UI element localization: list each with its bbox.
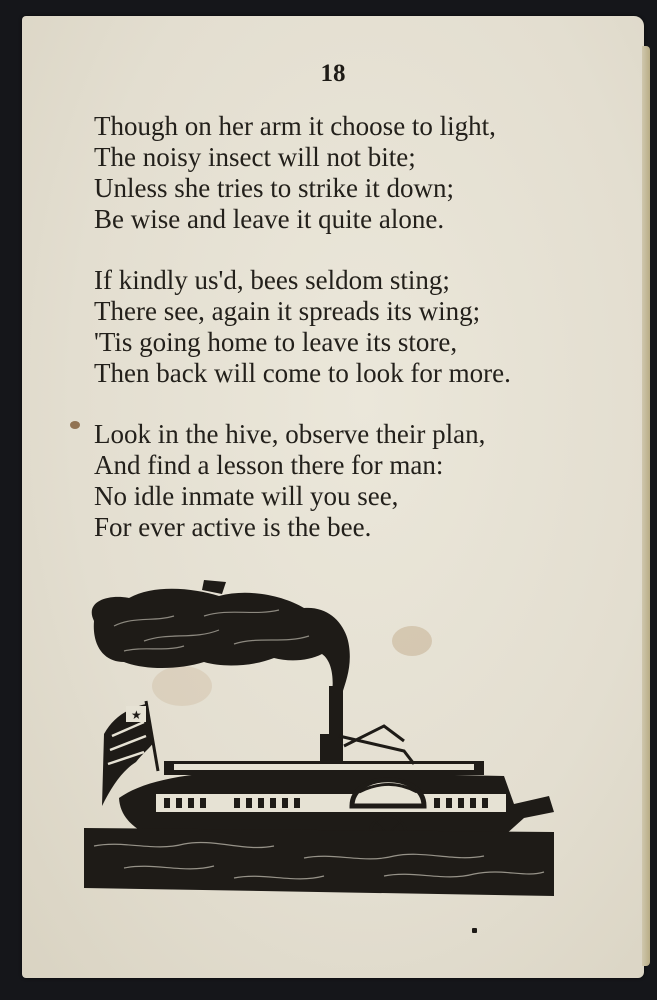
water (84, 828, 554, 896)
poem-text (94, 111, 594, 573)
poem-line: No idle inmate will you see, (94, 481, 399, 511)
stanza-3 (94, 419, 594, 543)
poem-line: Then back will come to look for more. (94, 358, 511, 388)
poem-line: Look in the hive, observe their plan, (94, 419, 486, 449)
ink-mark (472, 928, 477, 933)
boat-hull (119, 761, 554, 838)
poem-line: If kindly us'd, bees seldom sting; (94, 265, 450, 295)
page-edge (642, 46, 650, 966)
poem-line: The noisy insect will not bite; (94, 142, 416, 172)
smoke-plume (92, 580, 350, 694)
stanza-2 (94, 265, 594, 389)
poem-line: Though on her arm it choose to light, (94, 111, 496, 141)
svg-text:★: ★ (131, 708, 142, 722)
poem-line: Be wise and leave it quite alone. (94, 204, 445, 234)
poem-line: Unless she tries to strike it down; (94, 173, 454, 203)
stanza-1 (94, 111, 594, 235)
poem-line: There see, again it spreads its wing; (94, 296, 481, 326)
poem-line: And find a lesson there for man: (94, 450, 444, 480)
poem-line: 'Tis going home to leave its store, (94, 327, 458, 357)
ink-spot (70, 421, 80, 429)
steamboat-woodcut (84, 566, 554, 896)
poem-line: For ever active is the bee. (94, 512, 372, 542)
page-number: 18 (320, 60, 346, 87)
book-page (22, 16, 644, 978)
